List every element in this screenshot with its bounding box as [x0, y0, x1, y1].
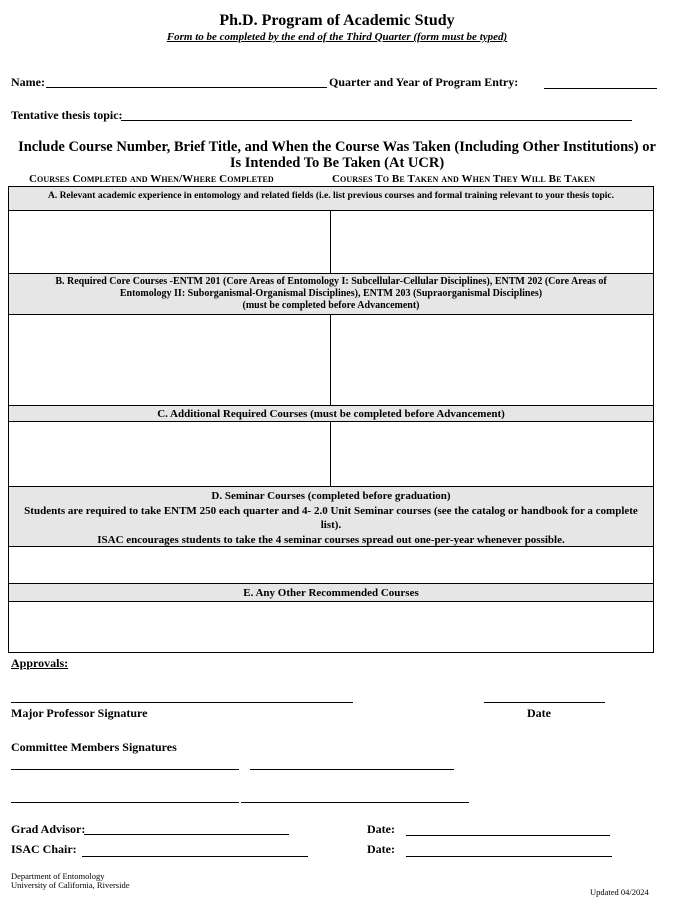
- grad-advisor-date-line[interactable]: [406, 835, 610, 836]
- approvals-heading: Approvals:: [11, 656, 69, 670]
- entry-label: Quarter and Year of Program Entry:: [329, 75, 519, 89]
- isac-chair-date-label: Date:: [367, 842, 395, 856]
- footer-updated: Updated 04/2024: [590, 887, 649, 897]
- committee-signature-line-3[interactable]: [11, 802, 239, 803]
- section-b-completed-cell[interactable]: [9, 315, 330, 405]
- major-professor-date-label: Date: [527, 706, 551, 720]
- grad-advisor-signature-line[interactable]: [84, 834, 289, 835]
- major-professor-date-line[interactable]: [484, 702, 605, 703]
- entry-field[interactable]: [544, 88, 657, 89]
- isac-chair-signature-line[interactable]: [82, 856, 308, 857]
- section-b-line1: B. Required Core Courses -ENTM 201 (Core Areas of Entomology I: Subcellular-Cellular Disciplines), ENTM 202 (Core Areas of: [55, 276, 607, 287]
- section-c-header: [9, 405, 653, 422]
- section-b-to-be-taken-cell[interactable]: [331, 315, 653, 405]
- committee-signature-line-1[interactable]: [11, 769, 239, 770]
- major-professor-signature-line[interactable]: [11, 702, 353, 703]
- form-subtitle: Form to be completed by the end of the Third Quarter (form must be typed): [166, 31, 508, 43]
- section-a-text: A. Relevant academic experience in entomology and related fields (i.e. list previous courses and formal training relevant to your thesis topic.: [47, 191, 615, 201]
- section-a-divider: [330, 211, 331, 274]
- section-c-text: C. Additional Required Courses (must be completed before Advancement): [157, 408, 505, 420]
- committee-signature-line-2[interactable]: [250, 769, 454, 770]
- instructions-line2: Is Intended To Be Taken (At UCR): [229, 154, 445, 171]
- section-d-cell[interactable]: [9, 547, 653, 583]
- thesis-field[interactable]: [121, 120, 632, 121]
- section-a-header: [9, 186, 653, 211]
- column-completed: Courses Completed and When/Where Completed: [29, 173, 274, 185]
- major-professor-label: Major Professor Signature: [11, 706, 148, 720]
- thesis-label: Tentative thesis topic:: [11, 108, 123, 122]
- grad-advisor-label: Grad Advisor:: [11, 822, 86, 836]
- instructions: [6, 140, 668, 171]
- footer-department: [11, 872, 130, 890]
- column-to-be-taken: Courses To Be Taken and When They Will Be Taken: [332, 173, 596, 185]
- committee-label: Committee Members Signatures: [11, 740, 177, 754]
- footer-university: University of California, Riverside: [11, 880, 130, 890]
- isac-chair-label: ISAC Chair:: [11, 842, 77, 856]
- section-d-line1: D. Seminar Courses (completed before graduation): [211, 490, 451, 502]
- section-d-header: [9, 486, 653, 547]
- course-table: [8, 186, 654, 653]
- section-e-text: E. Any Other Recommended Courses: [243, 587, 419, 599]
- section-b-header: [9, 273, 653, 315]
- section-a-to-be-taken-cell[interactable]: [331, 211, 653, 273]
- section-b-line2: Entomology II: Suborganismal-Organismal Disciplines), ENTM 203 (Supraorganismal Disciplines): [119, 288, 543, 299]
- instructions-line1: Include Course Number, Brief Title, and When the Course Was Taken (Including Other Institutions) or: [18, 139, 656, 155]
- section-b-divider: [330, 315, 331, 405]
- section-a-completed-cell[interactable]: [9, 211, 330, 273]
- grad-advisor-date-label: Date:: [367, 822, 395, 836]
- section-d-line3: ISAC encourages students to take the 4 seminar courses spread out one-per-year whenever possible.: [97, 533, 565, 546]
- section-c-divider: [330, 422, 331, 486]
- section-b-line3: (must be completed before Advancement): [242, 300, 420, 311]
- committee-signature-line-4[interactable]: [241, 802, 469, 803]
- section-e-cell[interactable]: [9, 602, 653, 652]
- form-title: Ph.D. Program of Academic Study: [219, 12, 455, 29]
- section-e-header: [9, 583, 653, 602]
- name-field[interactable]: [46, 87, 327, 88]
- section-d-line2: Students are required to take ENTM 250 each quarter and 4- 2.0 Unit Seminar courses (see the catalog or handbook for a complete list).: [24, 504, 638, 531]
- isac-chair-date-line[interactable]: [406, 856, 612, 857]
- section-c-completed-cell[interactable]: [9, 422, 330, 486]
- section-c-to-be-taken-cell[interactable]: [331, 422, 653, 486]
- name-label: Name:: [11, 75, 45, 89]
- footer-dept: Department of Entomology: [11, 871, 105, 881]
